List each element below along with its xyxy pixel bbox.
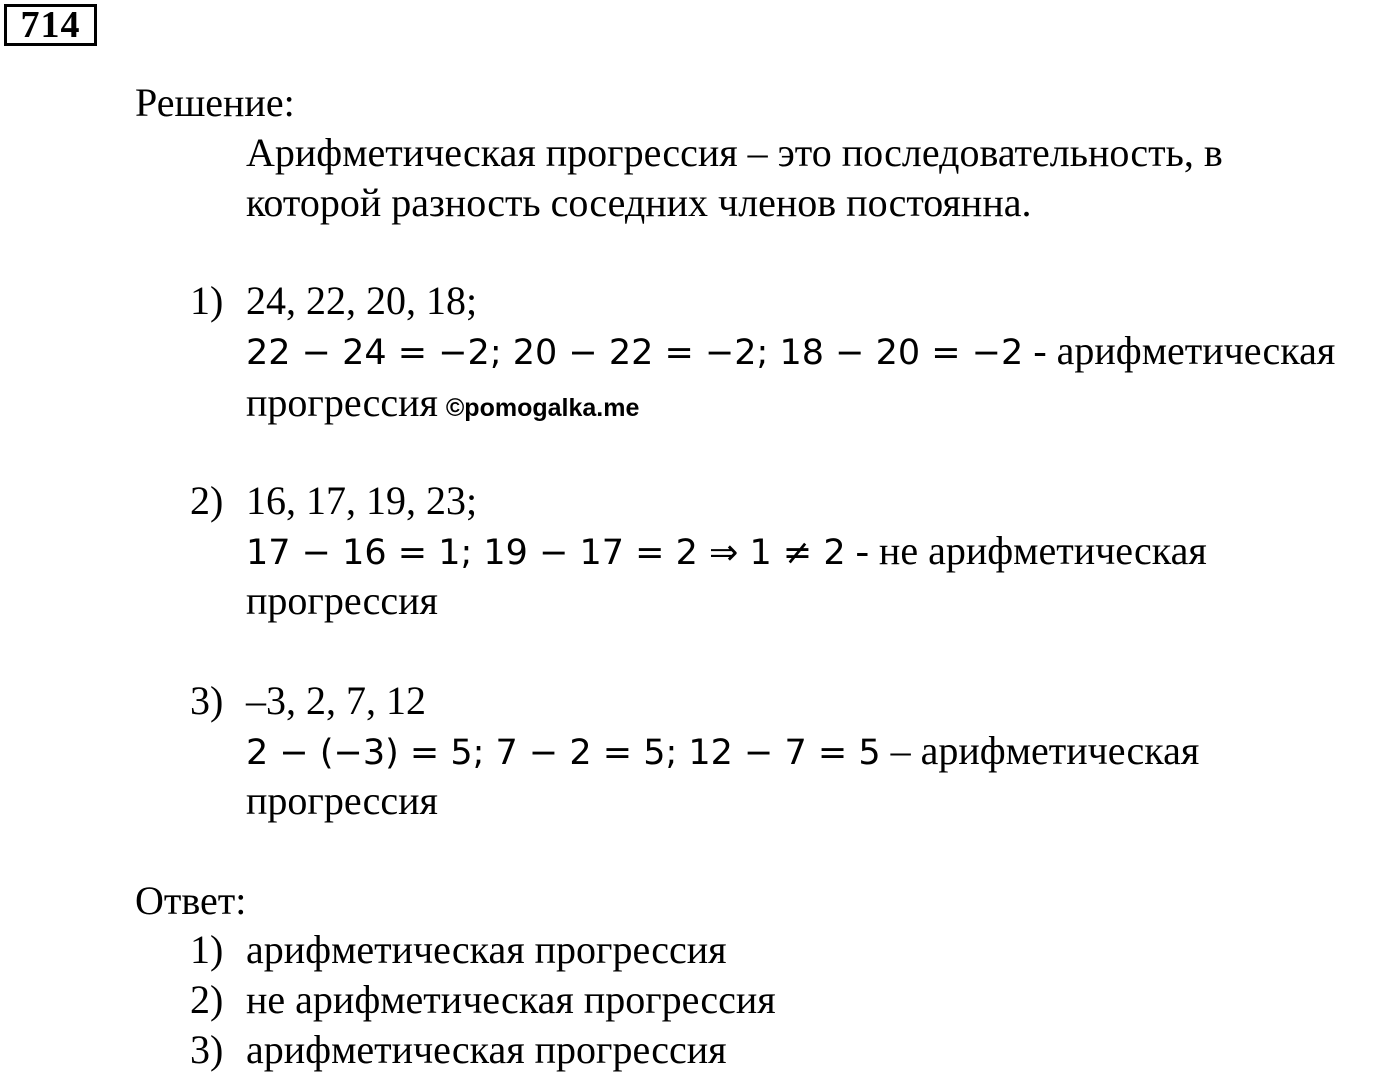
- definition-line-1: Арифметическая прогрессия – это последовательность, в: [246, 130, 1223, 175]
- item-2-sequence: 16, 17, 19, 23;: [246, 478, 478, 523]
- answer-heading: Ответ:: [135, 878, 247, 923]
- answer-1-marker: 1): [190, 927, 224, 972]
- item-2-verdict-cont: прогрессия: [246, 578, 438, 623]
- item-3-verdict-cont: прогрессия: [246, 778, 438, 823]
- answer-2-text: не арифметическая прогрессия: [246, 977, 776, 1022]
- problem-number: 714: [4, 4, 97, 46]
- item-3-sequence: –3, 2, 7, 12: [246, 678, 426, 723]
- item-3-math: 2 − (−3) = 5; 7 − 2 = 5; 12 − 7 = 5: [246, 733, 881, 773]
- watermark: ©pomogalka.me: [445, 394, 640, 422]
- answer-3-marker: 3): [190, 1027, 224, 1072]
- item-1-verdict-cont: прогрессия: [246, 380, 438, 425]
- answer-1-text: арифметическая прогрессия: [246, 927, 727, 972]
- answer-3-text: арифметическая прогрессия: [246, 1027, 727, 1072]
- item-1-sequence: 24, 22, 20, 18;: [246, 278, 478, 323]
- item-2-verdict: - не арифметическая: [845, 528, 1207, 573]
- item-1-verdict-line: [246, 378, 639, 428]
- item-2-math: 17 − 16 = 1; 19 − 17 = 2 ⇒ 1 ≠ 2: [246, 533, 846, 573]
- item-1-verdict: - арифметическая: [1023, 328, 1336, 373]
- item-1-math: 22 − 24 = −2; 20 − 22 = −2; 18 − 20 = −2: [246, 333, 1024, 373]
- item-1-marker: 1): [190, 278, 224, 323]
- definition-line-2: которой разность соседних членов постоянна.: [246, 180, 1032, 225]
- item-3-computation: [246, 726, 1199, 776]
- item-3-marker: 3): [190, 678, 224, 723]
- item-3-verdict: – арифметическая: [880, 728, 1200, 773]
- item-2-marker: 2): [190, 478, 224, 523]
- solution-heading: Решение:: [135, 80, 295, 125]
- answer-2-marker: 2): [190, 977, 224, 1022]
- item-2-computation: [246, 526, 1207, 576]
- item-1-computation: [246, 326, 1335, 376]
